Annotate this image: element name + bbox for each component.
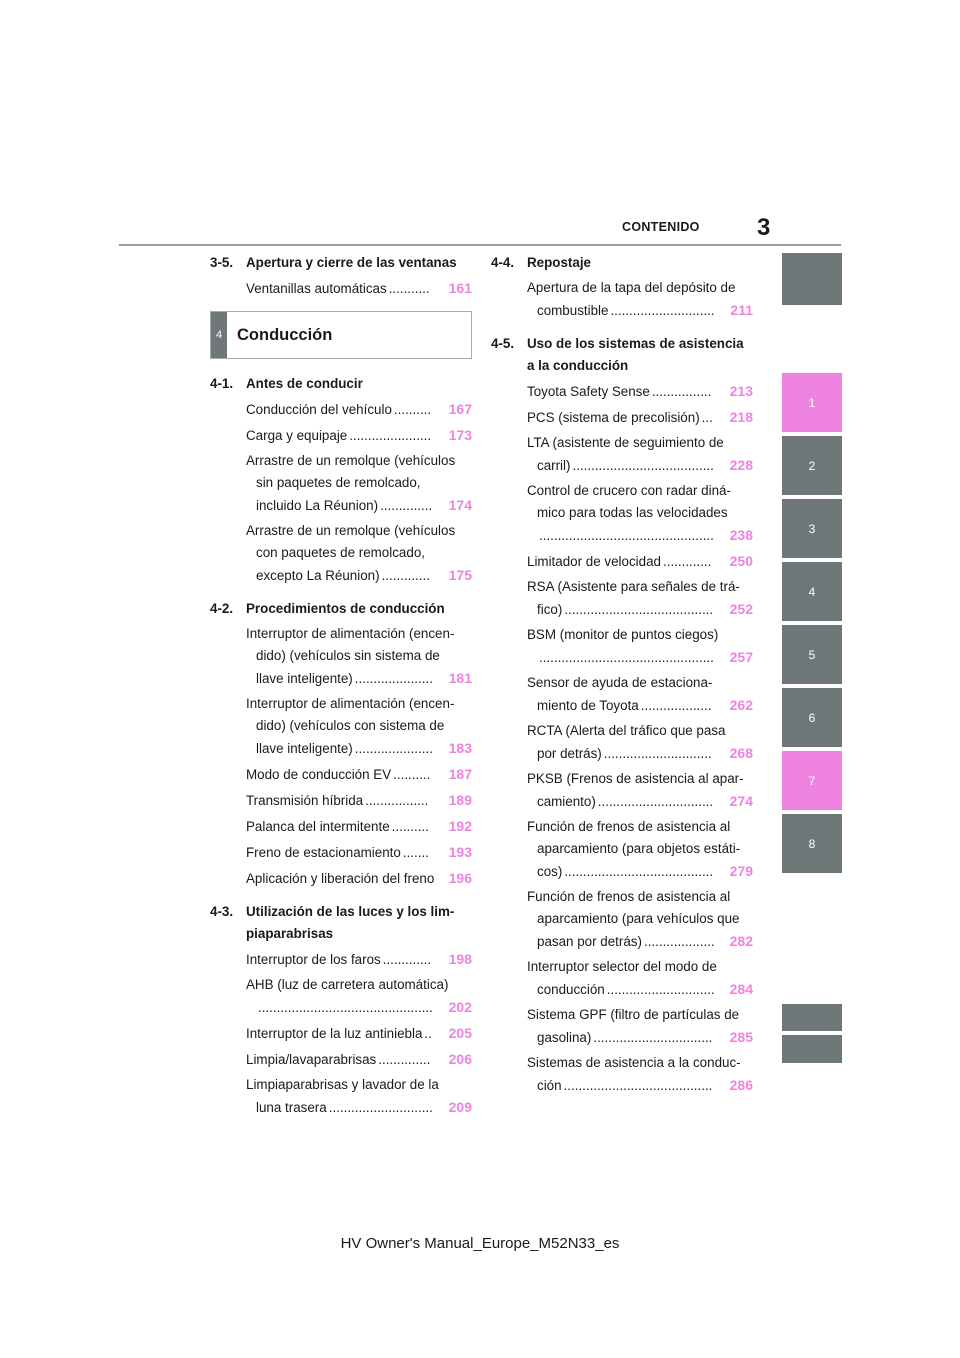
page-link[interactable]: 175 (448, 567, 472, 583)
toc-entry[interactable] (491, 1052, 753, 1097)
entry-line (246, 1048, 472, 1071)
toc-entry[interactable] (210, 867, 472, 890)
entry-text: BSM (monitor de puntos ciegos) (527, 627, 719, 642)
toc-entry[interactable] (210, 693, 472, 760)
dot-leader: ............................................... (539, 528, 714, 543)
entry-text: llave inteligente) (256, 741, 353, 756)
page-link[interactable]: 181 (448, 670, 472, 686)
page-link[interactable]: 286 (729, 1077, 753, 1093)
dot-leader: ........... (388, 281, 430, 296)
page-link[interactable]: 193 (448, 844, 472, 860)
toc-entry[interactable] (491, 432, 753, 477)
entry-text: LTA (asistente de seguimiento de (527, 435, 724, 450)
entry-text: ción (537, 1078, 562, 1093)
page-link[interactable]: 187 (448, 766, 472, 782)
entry-text: Limpiaparabrisas y lavador de la (246, 1077, 439, 1092)
entry-line (246, 763, 472, 786)
page-link[interactable]: 167 (448, 401, 472, 417)
page-link[interactable]: 213 (729, 383, 753, 399)
chapter-tab-blank[interactable] (782, 253, 842, 305)
toc-section-heading (210, 598, 472, 620)
entry-text: Sistemas de asistencia a la conduc- (527, 1055, 741, 1070)
entry-line (527, 524, 753, 547)
dot-leader: ............................ (328, 1100, 433, 1115)
toc-entry[interactable] (210, 815, 472, 838)
entry-text: luna trasera (256, 1100, 327, 1115)
dot-leader: .............. (380, 498, 433, 513)
toc-column-left (210, 252, 472, 1122)
page-link[interactable]: 189 (448, 792, 472, 808)
toc-section-heading (210, 252, 472, 274)
toc-entry[interactable] (210, 424, 472, 447)
section-title: Repostaje (527, 255, 591, 270)
dot-leader: ............................. (603, 746, 712, 761)
entry-line (527, 720, 753, 742)
entry-text: PKSB (Frenos de asistencia al apar- (527, 771, 744, 786)
entry-line (527, 930, 753, 953)
entry-line (246, 424, 472, 447)
entry-line (527, 860, 753, 883)
entry-line (527, 1052, 753, 1074)
entry-line (527, 908, 753, 930)
chapter-header (210, 311, 472, 359)
entry-line (246, 623, 472, 645)
entry-line (527, 790, 753, 813)
toc-entry[interactable] (491, 768, 753, 813)
toc-section-heading (491, 252, 753, 274)
entry-line (527, 1026, 753, 1049)
page-link[interactable]: 285 (729, 1029, 753, 1045)
dot-leader: ........................................ (564, 864, 714, 879)
entry-line (246, 789, 472, 812)
dot-leader: ............. (382, 952, 432, 967)
entry-line (527, 277, 753, 299)
page-link[interactable]: 262 (729, 697, 753, 713)
toc-entry[interactable] (210, 277, 472, 300)
dot-leader: ............. (381, 568, 430, 583)
entry-text: Interruptor selector del modo de (527, 959, 717, 974)
dot-leader: ................ (651, 384, 712, 399)
entry-text: excepto La Réunion) (256, 568, 380, 583)
entry-line (246, 494, 472, 517)
footer-manual-name: HV Owner's Manual_Europe_M52N33_es (340, 1235, 620, 1252)
chapter-tab-3[interactable]: 3 (782, 499, 842, 558)
entry-text: incluido La Réunion) (256, 498, 379, 513)
section-number: 3-5. (210, 255, 234, 270)
entry-text: AHB (luz de carretera automática) (246, 977, 449, 992)
entry-text: Arrastre de un remolque (vehículos (246, 453, 456, 468)
chapter-tab-2[interactable]: 2 (782, 436, 842, 495)
entry-line (527, 742, 753, 765)
entry-text: Función de frenos de asistencia al (527, 889, 731, 904)
entry-text: con paquetes de remolcado, (256, 545, 425, 560)
dot-leader: ...................................... (572, 458, 714, 473)
toc-entry[interactable] (210, 1048, 472, 1071)
entry-text: Modo de conducción EV (246, 767, 392, 782)
toc-entry[interactable] (210, 1022, 472, 1045)
entry-line (527, 502, 753, 524)
page-link[interactable]: 173 (448, 427, 472, 443)
dot-leader: .......... (393, 402, 432, 417)
toc-entry[interactable] (210, 841, 472, 864)
entry-text: conducción (537, 982, 605, 997)
entry-text: Freno de estacionamiento (246, 845, 401, 860)
toc-entry[interactable] (491, 576, 753, 621)
dot-leader: .............. (378, 1052, 431, 1067)
entry-line (527, 1004, 753, 1026)
entry-line (527, 576, 753, 598)
section-spacer (491, 325, 753, 333)
dot-leader: ..................... (354, 671, 433, 686)
entry-text: Función de frenos de asistencia al (527, 819, 731, 834)
page-number: 3 (757, 214, 771, 241)
entry-text: Limitador de velocidad (527, 554, 661, 569)
entry-line (527, 480, 753, 502)
entry-line (246, 645, 472, 667)
entry-text: llave inteligente) (256, 671, 353, 686)
chapter-title: Conducción (237, 326, 333, 344)
page-link[interactable]: 238 (729, 527, 753, 543)
entry-text: Conducción del vehículo (246, 402, 392, 417)
dot-leader: .. (424, 1026, 432, 1041)
entry-line (527, 1074, 753, 1097)
entry-text: Interruptor de los faros (246, 952, 381, 967)
toc-entry[interactable] (491, 672, 753, 717)
entry-text: Apertura de la tapa del depósito de (527, 280, 736, 295)
dot-leader: ............................... (597, 794, 714, 809)
entry-line (527, 432, 753, 454)
toc-entry[interactable] (491, 480, 753, 547)
entry-line (527, 886, 753, 908)
entry-line (246, 564, 472, 587)
entry-text: RCTA (Alerta del tráfico que pasa (527, 723, 726, 738)
toc-entry[interactable] (210, 398, 472, 421)
entry-line (527, 550, 753, 573)
dot-leader: ............................................... (258, 1000, 433, 1015)
toc-entry[interactable] (491, 956, 753, 1001)
page-link[interactable]: 196 (448, 870, 472, 886)
entry-text: Sistema GPF (filtro de partículas de (527, 1007, 740, 1022)
entry-line (246, 1096, 472, 1119)
entry-text: dido) (vehículos con sistema de (256, 718, 445, 733)
entry-text: Interruptor de alimentación (encen- (246, 696, 455, 711)
dot-leader: ................................ (593, 1030, 713, 1045)
page-link[interactable]: 183 (448, 740, 472, 756)
page-link[interactable]: 228 (729, 457, 753, 473)
toc-section-heading (210, 901, 472, 945)
entry-text: carril) (537, 458, 571, 473)
chapter-tab-1[interactable]: 1 (782, 373, 842, 432)
entry-text: aparcamiento (para objetos estáti- (537, 841, 741, 856)
toc-entry[interactable] (491, 624, 753, 669)
chapter-tab-6[interactable]: 6 (782, 688, 842, 747)
entry-text: Arrastre de un remolque (vehículos (246, 523, 456, 538)
entry-line (246, 715, 472, 737)
toc-entry[interactable] (210, 974, 472, 1019)
entry-line (527, 978, 753, 1001)
toc-entry[interactable] (491, 1004, 753, 1049)
dot-leader: .......... (393, 767, 431, 782)
section-spacer (210, 590, 472, 598)
entry-text: Carga y equipaje (246, 428, 348, 443)
toc-entry[interactable] (491, 720, 753, 765)
entry-line (246, 1022, 472, 1045)
header-divider (119, 244, 841, 246)
toc-entry[interactable] (210, 623, 472, 690)
entry-line (246, 737, 472, 760)
dot-leader: ...................... (349, 428, 432, 443)
entry-text: dido) (vehículos sin sistema de (256, 648, 440, 663)
section-title: Antes de conducir (246, 376, 363, 391)
chapter-tab-blank[interactable] (782, 1035, 842, 1063)
entry-line (527, 299, 753, 322)
section-number: 4-2. (210, 601, 234, 616)
entry-text: PCS (sistema de precolisión) (527, 410, 700, 425)
entry-text: miento de Toyota (537, 698, 639, 713)
page-link[interactable]: 211 (730, 302, 753, 318)
toc-entry[interactable] (491, 886, 753, 953)
dot-leader: ............................ (610, 303, 715, 318)
entry-line (246, 277, 472, 300)
dot-leader: ................... (643, 934, 715, 949)
entry-line (527, 672, 753, 694)
entry-line (246, 841, 472, 864)
entry-text: Aplicación y liberación del freno (246, 871, 435, 886)
entry-text: Toyota Safety Sense (527, 384, 650, 399)
page-link[interactable]: 206 (448, 1051, 472, 1067)
page-link[interactable]: 268 (729, 745, 753, 761)
page-link[interactable]: 282 (729, 933, 753, 949)
entry-text: mico para todas las velocidades (537, 505, 728, 520)
page-link[interactable]: 284 (729, 981, 753, 997)
entry-line (246, 1074, 472, 1096)
entry-text: combustible (537, 303, 609, 318)
entry-text: Limpia/lavaparabrisas (246, 1052, 377, 1067)
entry-line (527, 624, 753, 646)
entry-line (527, 694, 753, 717)
dot-leader: .......... (391, 819, 429, 834)
entry-text: aparcamiento (para vehículos que (537, 911, 740, 926)
chapter-number: 4 (211, 312, 227, 358)
section-number: 4-3. (210, 904, 234, 919)
chapter-tab-7[interactable]: 7 (782, 751, 842, 810)
toc-column-right (491, 252, 753, 1100)
dot-leader: ............................................... (539, 650, 714, 665)
entry-line (527, 956, 753, 978)
entry-text: pasan por detrás) (537, 934, 642, 949)
entry-text: Control de crucero con radar diná- (527, 483, 731, 498)
entry-line (246, 450, 472, 472)
entry-line (246, 398, 472, 421)
entry-line (246, 867, 472, 890)
entry-text: Transmisión híbrida (246, 793, 364, 808)
section-number: 4-4. (491, 255, 515, 270)
toc-entry[interactable] (210, 450, 472, 517)
chapter-tab-5[interactable]: 5 (782, 625, 842, 684)
entry-text: fico) (537, 602, 563, 617)
entry-line (246, 974, 472, 996)
entry-text: por detrás) (537, 746, 602, 761)
page-link[interactable]: 252 (729, 601, 753, 617)
section-number: 4-5. (491, 336, 515, 351)
entry-line (527, 406, 753, 429)
page-link[interactable]: 218 (729, 409, 753, 425)
entry-line (527, 454, 753, 477)
entry-line (246, 948, 472, 971)
toc-entry[interactable] (491, 406, 753, 429)
entry-text: camiento) (537, 794, 596, 809)
entry-text: Palanca del intermitente (246, 819, 390, 834)
entry-line (527, 598, 753, 621)
page-link[interactable]: 202 (448, 999, 472, 1015)
toc-section-heading (491, 333, 753, 377)
chapter-tab-8[interactable]: 8 (782, 814, 842, 873)
page-header-title: CONTENIDO (622, 220, 700, 234)
dot-leader: ............. (663, 554, 712, 569)
dot-leader: ................. (365, 793, 429, 808)
entry-line (246, 472, 472, 494)
toc-entry[interactable] (491, 816, 753, 883)
entry-line (246, 667, 472, 690)
entry-line (527, 768, 753, 790)
page-link[interactable]: 274 (729, 793, 753, 809)
entry-line (246, 520, 472, 542)
page-link[interactable]: 209 (448, 1099, 472, 1115)
page-link[interactable]: 192 (448, 818, 472, 834)
section-title: Uso de los sistemas de asistencia a la conducción (527, 336, 744, 373)
toc-entry[interactable] (210, 1074, 472, 1119)
entry-text: Interruptor de alimentación (encen- (246, 626, 455, 641)
entry-line (246, 542, 472, 564)
dot-leader: ....... (402, 845, 429, 860)
dot-leader: ........................................ (563, 1078, 713, 1093)
dot-leader: ........................................ (564, 602, 714, 617)
dot-leader: ... (701, 410, 713, 425)
entry-line (527, 380, 753, 403)
section-title: Procedimientos de conducción (246, 601, 445, 616)
toc-entry[interactable] (210, 520, 472, 587)
chapter-tab-4[interactable]: 4 (782, 562, 842, 621)
entry-text: RSA (Asistente para señales de trá- (527, 579, 740, 594)
entry-line (246, 815, 472, 838)
toc-entry[interactable] (210, 763, 472, 786)
entry-line (527, 816, 753, 838)
page-link[interactable]: 205 (448, 1025, 472, 1041)
entry-text: Ventanillas automáticas (246, 281, 387, 296)
entry-text: Interruptor de la luz antiniebla (246, 1026, 423, 1041)
entry-text: cos) (537, 864, 563, 879)
entry-line (246, 693, 472, 715)
toc-section-heading (210, 373, 472, 395)
entry-line (527, 646, 753, 669)
entry-line (527, 838, 753, 860)
page-link[interactable]: 250 (729, 553, 753, 569)
toc-entry[interactable] (491, 550, 753, 573)
entry-line (246, 996, 472, 1019)
toc-entry[interactable] (210, 948, 472, 971)
page-link[interactable]: 257 (729, 649, 753, 665)
toc-entry[interactable] (491, 277, 753, 322)
section-number: 4-1. (210, 376, 234, 391)
section-spacer (210, 893, 472, 901)
toc-entry[interactable] (210, 789, 472, 812)
chapter-tab-blank[interactable] (782, 1004, 842, 1031)
dot-leader: ............................. (606, 982, 715, 997)
entry-text: sin paquetes de remolcado, (256, 475, 421, 490)
section-title: Utilización de las luces y los lim- piaparabrisas (246, 904, 455, 941)
dot-leader: ..................... (354, 741, 433, 756)
page-link[interactable]: 161 (448, 280, 472, 296)
dot-leader: ................... (640, 698, 712, 713)
toc-entry[interactable] (491, 380, 753, 403)
entry-text: Sensor de ayuda de estaciona- (527, 675, 713, 690)
page-link[interactable]: 198 (448, 951, 472, 967)
entry-text: gasolina) (537, 1030, 592, 1045)
page-link[interactable]: 174 (448, 497, 472, 513)
page-link[interactable]: 279 (729, 863, 753, 879)
section-title: Apertura y cierre de las ventanas (246, 255, 457, 270)
